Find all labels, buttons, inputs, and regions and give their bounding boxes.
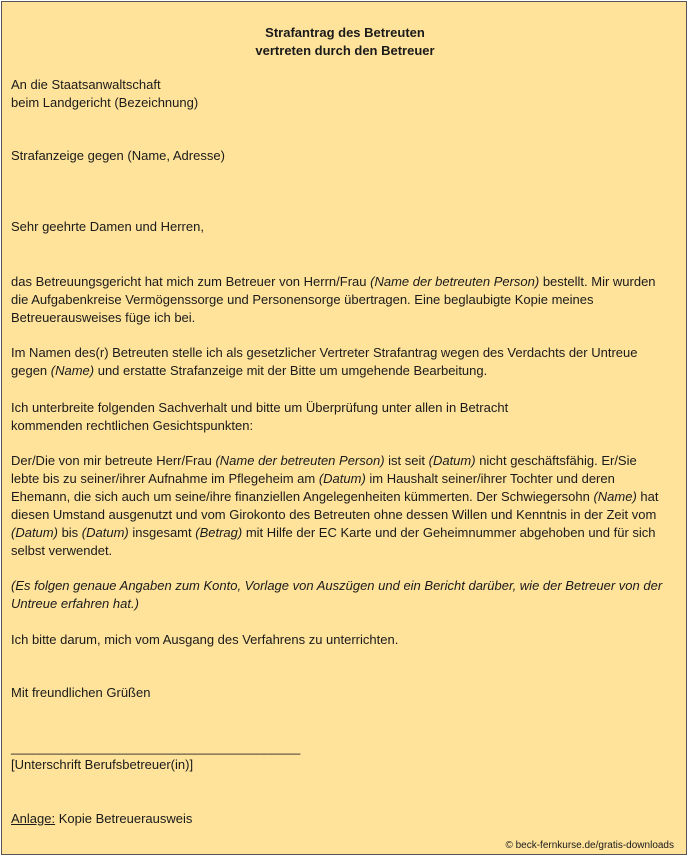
paragraph-4-line-1: Der/Die von mir betreute Herr/Frau (Name der betreuten Person) ist seit (Datum) nicht geschäftsfähig. Er/Sie xyxy=(11,453,637,468)
paragraph-4-line-5: (Datum) bis (Datum) insgesamt (Betrag) mit Hilfe der EC Karte und der Geheimnummer abgehoben und für sich xyxy=(11,525,656,540)
title-line-1: Strafantrag des Betreuten xyxy=(265,25,425,40)
paragraph-1 xyxy=(11,273,683,327)
document-title xyxy=(2,24,688,60)
recipient-line-2: beim Landgericht (Bezeichnung) xyxy=(11,95,199,110)
paragraph-2-line-1: Im Namen des(r) Betreuten stelle ich als gesetzlicher Vertreter Strafantrag wegen des Verdachts der Untreue xyxy=(11,345,638,360)
paragraph-2 xyxy=(11,344,683,380)
paragraph-6: Ich bitte darum, mich vom Ausgang des Verfahrens zu unterrichten. xyxy=(11,632,399,647)
paragraph-1-line-2: die Aufgabenkreise Vermögenssorge und Personensorge übertragen. Eine beglaubigte Kopie meines xyxy=(11,292,594,307)
document-page xyxy=(1,1,687,855)
paragraph-5-line-1: (Es folgen genaue Angaben zum Konto, Vorlage von Auszügen und ein Bericht darüber, wie der Betreuer von der xyxy=(11,578,663,593)
attachment-line xyxy=(11,810,192,828)
salutation: Sehr geehrte Damen und Herren, xyxy=(11,219,204,234)
signature-label: [Unterschrift Berufsbetreuer(in)] xyxy=(11,757,194,772)
paragraph-4-line-6: selbst verwendet. xyxy=(11,543,113,558)
paragraph-5 xyxy=(11,577,683,613)
paragraph-3 xyxy=(11,399,683,435)
paragraph-2-line-2: gegen (Name) und erstatte Strafanzeige mit der Bitte um umgehende Bearbeitung. xyxy=(11,363,488,378)
paragraph-4-line-4: diesen Umstand ausgenutzt und vom Girokonto des Betreuten ohne dessen Willen und Kenntnis in der Zeit vom xyxy=(11,507,657,522)
copyright-footer: © beck-fernkurse.de/gratis-downloads xyxy=(505,840,674,851)
recipient-line-1: An die Staatsanwaltschaft xyxy=(11,77,161,92)
paragraph-3-line-1: Ich unterbreite folgenden Sachverhalt und bitte um Überprüfung unter allen in Betracht xyxy=(11,400,509,415)
paragraph-1-line-1: das Betreuungsgericht hat mich zum Betreuer von Herrn/Frau (Name der betreuten Person) bestellt. Mir wurden xyxy=(11,274,656,289)
closing-line: Mit freundlichen Grüßen xyxy=(11,685,151,700)
paragraph-4-line-2: lebte bis zu seiner/ihrer Aufnahme im Pflegeheim am (Datum) im Haushalt seiner/ihrer Tochter und deren xyxy=(11,471,615,486)
paragraph-1-line-3: Betreuerausweises füge ich bei. xyxy=(11,310,196,325)
attachment-text: Kopie Betreuerausweis xyxy=(55,811,193,826)
paragraph-5-line-2: Untreue erfahren hat.) xyxy=(11,596,139,611)
paragraph-3-line-2: kommenden rechtlichen Gesichtspunkten: xyxy=(11,418,254,433)
paragraph-4 xyxy=(11,452,683,560)
signature-line: ________________________________________ xyxy=(11,740,301,755)
title-line-2: vertreten durch den Betreuer xyxy=(255,43,435,58)
subject-line: Strafanzeige gegen (Name, Adresse) xyxy=(11,148,225,163)
attachment-label: Anlage: xyxy=(11,811,56,826)
recipient-address xyxy=(11,76,683,112)
paragraph-4-line-3: Ehemann, die sich auch um seine/ihre finanziellen Angelegenheiten kümmerten. Der Schwiegersohn (Name) hat xyxy=(11,489,659,504)
